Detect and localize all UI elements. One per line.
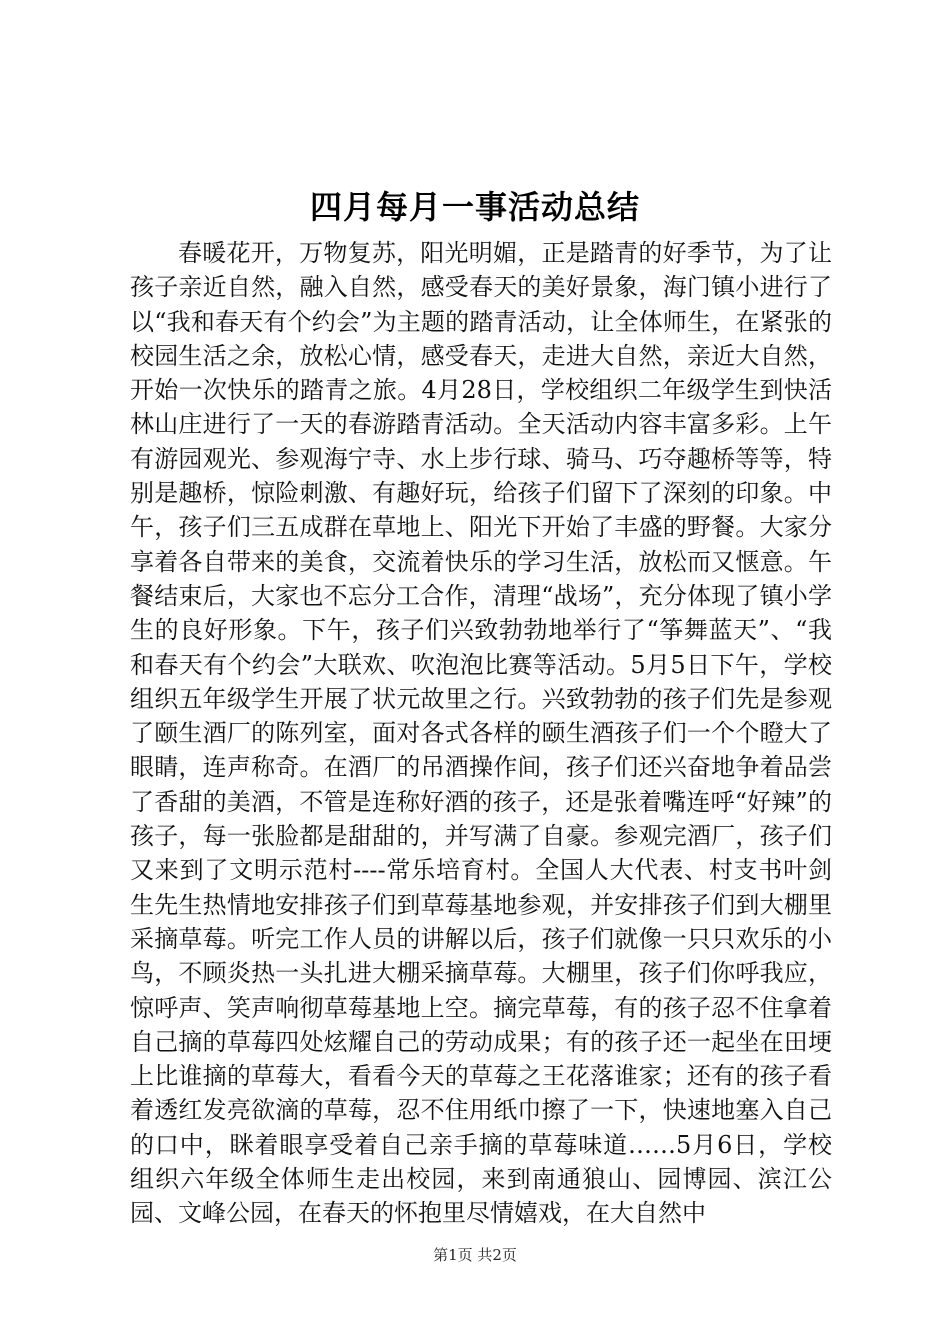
page-number-footer: 第1页 共2页	[433, 1246, 517, 1264]
document-title: 四月每月一事活动总结	[309, 188, 640, 226]
document-body-paragraph: 春暖花开，万物复苏，阳光明媚，正是踏青的好季节，为了让孩子亲近自然，融入自然，感受春天的美好景象，海门镇小进行了以“我和春天有个约会”为主题的踏青活动，让全体师生，在紧张的校园生活之余，放松心情，感受春天，走进大自然，亲近大自然，开始一次快乐的踏青之旅。4月28日，学校组织二年级学生到快活林山庄进行了一天的春游踏青活动。全天活动内容丰富多彩。上午有游园观光、参观海宁寺、水上步行球、骑马、巧夺趣桥等等，特别是趣桥，惊险刺激、有趣好玩，给孩子们留下了深刻的印象。中午，孩子们三五成群在草地上、阳光下开始了丰盛的野餐。大家分享着各自带来的美食，交流着快乐的学习生活，放松而又惬意。午餐结束后，大家也不忘分工合作，清理“战场”，充分体现了镇小学生的良好形象。下午，孩子们兴致勃勃地举行了“筝舞蓝天”、“我和春天有个约会”大联欢、吹泡泡比赛等活动。5月5日下午，学校组织五年级学生开展了状元故里之行。兴致勃勃的孩子们先是参观了颐生酒厂的陈列室，面对各式各样的颐生酒孩子们一个个瞪大了眼睛，连声称奇。在酒厂的吊酒操作间，孩子们还兴奋地争着品尝了香甜的美酒，不管是连称好酒的孩子，还是张着嘴连呼“好辣”的孩子，每一张脸都是甜甜的，并写满了自豪。参观完酒厂，孩子们又来到了文明示范村----常乐培育村。全国人大代表、村支书叶剑生先生热情地安排孩子们到草莓基地参观，并安排孩子们到大棚里采摘草莓。听完工作人员的讲解以后，孩子们就像一只只欢乐的小鸟，不顾炎热一头扎进大棚采摘草莓。大棚里，孩子们你呼我应，惊呼声、笑声响彻草莓基地上空。摘完草莓，有的孩子忍不住拿着自己摘的草莓四处炫耀自己的劳动成果；有的孩子还一起坐在田埂上比谁摘的草莓大，看看今天的草莓之王花落谁家；还有的孩子看着透红发亮欲滴的草莓，忍不住用纸巾擦了一下，快速地塞入自己的口中，眯着眼享受着自己亲手摘的草莓味道……5月6日，学校组织六年级全体师生走出校园，来到南通狼山、园博园、滨江公园、文峰公园，在春天的怀抱里尽情嬉戏，在大自然中	[130, 239, 832, 1228]
